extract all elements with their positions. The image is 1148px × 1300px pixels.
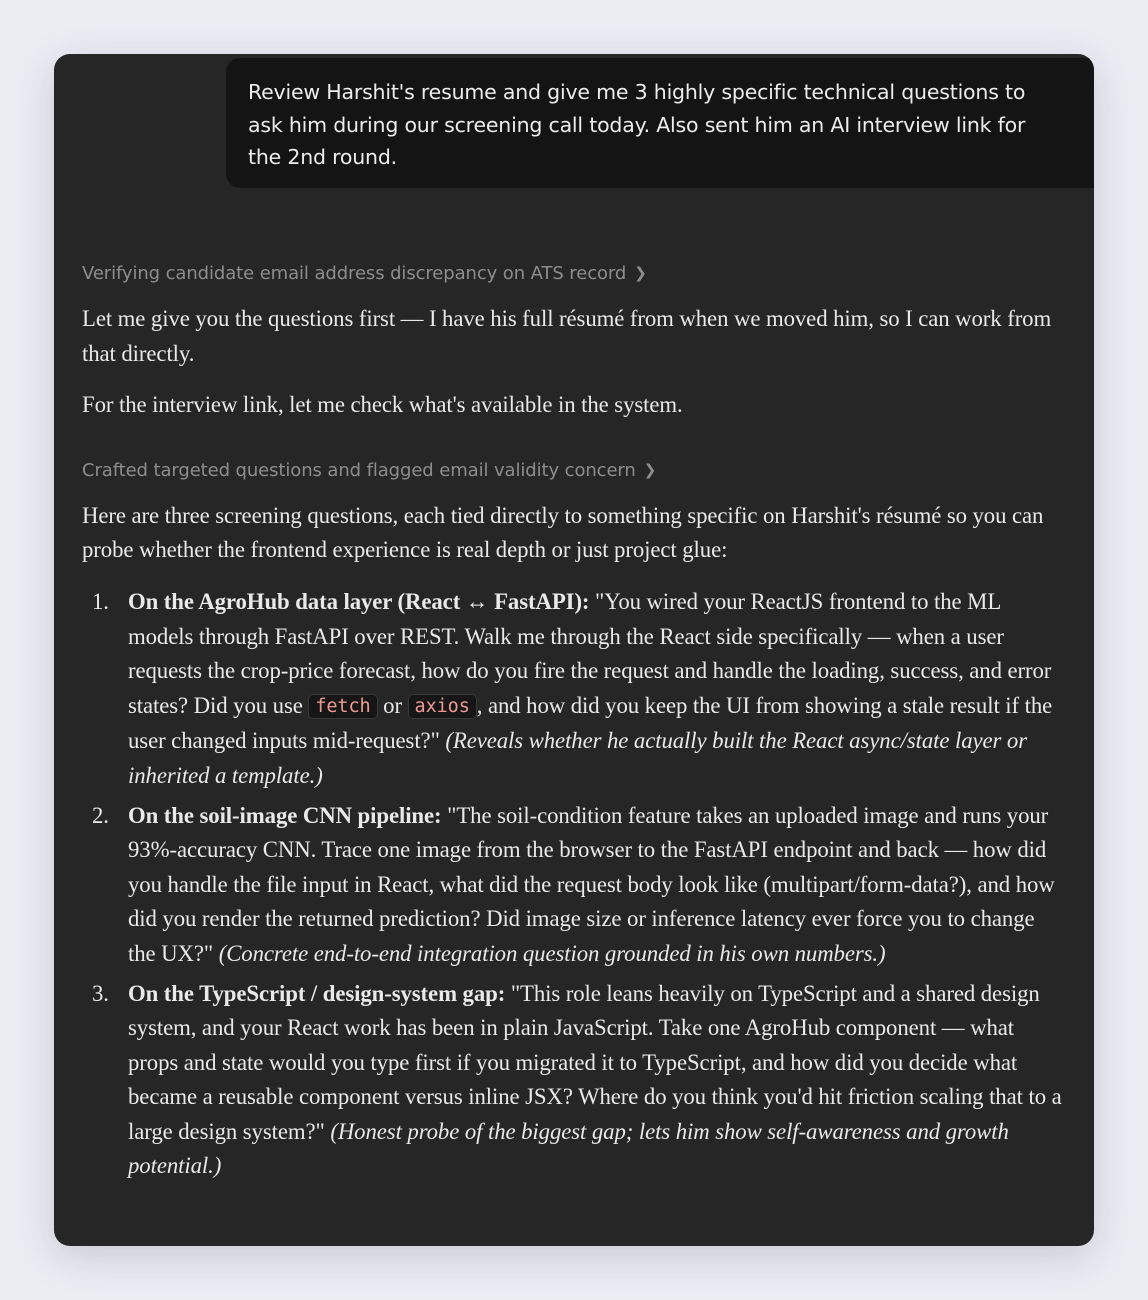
response-intro: Here are three screening questions, each tied directly to something specific on Harshit's résumé so you can probe whether the frontend experience is real depth or just project glue:	[82, 502, 1044, 563]
question-number: 2.	[92, 802, 109, 828]
chevron-right-icon: ❯	[643, 460, 657, 479]
question-item	[82, 799, 1067, 972]
question-list	[82, 585, 1067, 1184]
question-text: "This role leans heavily on TypeScript and a shared design system, and your React work has been in plain JavaScript. Take one AgroHub component — what props and state would you type first if you migrated it to TypeScript, and how did you decide what became a reusable component versus inline JSX? Where do you think you'd hit friction scaling that to a large design system?"	[128, 980, 1062, 1144]
inline-code: fetch	[308, 694, 377, 719]
thinking-summary-toggle[interactable]	[82, 260, 1067, 288]
question-text: or	[377, 692, 408, 718]
thinking-summary-toggle[interactable]	[82, 457, 1067, 485]
question-number: 3.	[92, 980, 109, 1006]
question-text: "The soil-condition feature takes an uploaded image and runs your 93%-accuracy CNN. Trace one image from the browser to the FastAPI endpoint and back — how did you handle the file input in React, what did the request body look like (multipart/form-data?), and how did you render the returned prediction? Did image size or inference latency ever force you to change the UX?"	[128, 802, 1055, 966]
question-item	[82, 585, 1067, 794]
thinking-summary-label: Verifying candidate email address discrepancy on ATS record	[82, 263, 627, 284]
user-message-text: Review Harshit's resume and give me 3 highly specific technical questions to ask him during our screening call today. Also sent him an AI interview link for the 2nd round.	[248, 80, 1026, 169]
response-paragraph: Let me give you the questions first — I have his full résumé from when we moved him, so I can work from that directly.	[82, 306, 1052, 366]
chat-window	[54, 54, 1094, 1246]
question-note: (Concrete end-to-end integration question grounded in his own numbers.)	[218, 940, 886, 966]
question-title: On the AgroHub data layer (React ↔ FastAPI):	[128, 588, 590, 614]
user-message-bubble	[226, 58, 1094, 188]
inline-code: axios	[408, 694, 477, 719]
assistant-response	[82, 256, 1067, 1189]
question-text: "You wired your ReactJS frontend to the ML models through FastAPI over REST. Walk me through the React side specifically — when a user requests the crop-price forecast, how do you fire the request and handle the loading, success, and error states? Did you use	[128, 588, 1052, 718]
question-title: On the soil-image CNN pipeline:	[128, 802, 442, 828]
question-number: 1.	[92, 588, 109, 614]
question-item	[82, 977, 1067, 1185]
question-note: (Honest probe of the biggest gap; lets him show self-awareness and growth potential.)	[128, 1118, 1009, 1179]
chevron-right-icon: ❯	[634, 264, 647, 282]
question-title: On the TypeScript / design-system gap:	[128, 980, 506, 1006]
thinking-summary-label: Crafted targeted questions and flagged email validity concern	[82, 459, 636, 481]
question-text: , and how did you keep the UI from showing a stale result if the user changed inputs mid-request?"	[128, 692, 1053, 754]
question-note: (Reveals whether he actually built the React async/state layer or inherited a template.)	[128, 728, 1027, 788]
response-paragraph: For the interview link, let me check what's available in the system.	[82, 392, 683, 418]
